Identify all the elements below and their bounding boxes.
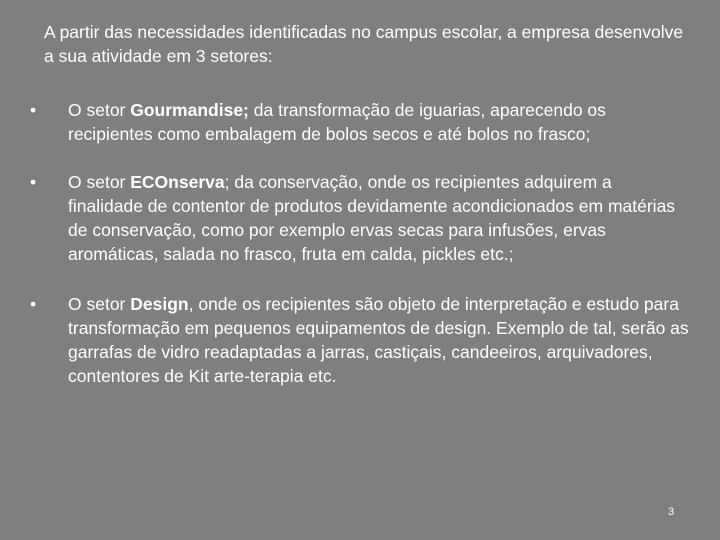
sectors-list	[30, 98, 690, 412]
sector-item-design	[30, 292, 690, 388]
sector-description: , onde os recipientes são objeto de interpretação e estudo para transformação em pequenos equipamentos de design. Exemplo de tal, serão as garrafas de vidro readaptadas a jarras, castiçais, candeeiros, arquivadores, contentores de Kit arte-terapia etc.	[68, 294, 689, 386]
sector-description: da transformação de iguarias, aparecendo os recipientes como embalagem de bolos secos e até bolos no frasco;	[68, 100, 606, 144]
sector-name: Gourmandise;	[130, 100, 249, 120]
sector-prefix: O setor	[68, 100, 131, 120]
sector-item-econserva	[30, 170, 690, 266]
sector-name: Design	[130, 294, 189, 314]
intro-paragraph: A partir das necessidades identificadas no campus escolar, a empresa desenvolve a sua atividade em 3 setores:	[44, 22, 684, 66]
sector-description: ; da conservação, onde os recipientes adquirem a finalidade de contentor de produtos devidamente acondicionados em matérias de conservação, como por exemplo ervas secas para infusões, ervas aromáticas, salada no frasco, fruta em calda, pickles etc.;	[68, 172, 676, 264]
sector-prefix: O setor	[68, 172, 131, 192]
sector-name: ECOnserva	[130, 172, 225, 192]
bullet-icon: •	[30, 172, 37, 192]
sector-item-gourmandise	[30, 98, 690, 146]
bullet-icon: •	[30, 100, 37, 120]
page-number: 3	[668, 506, 675, 518]
bullet-icon: •	[30, 294, 37, 314]
sector-prefix: O setor	[68, 294, 131, 314]
